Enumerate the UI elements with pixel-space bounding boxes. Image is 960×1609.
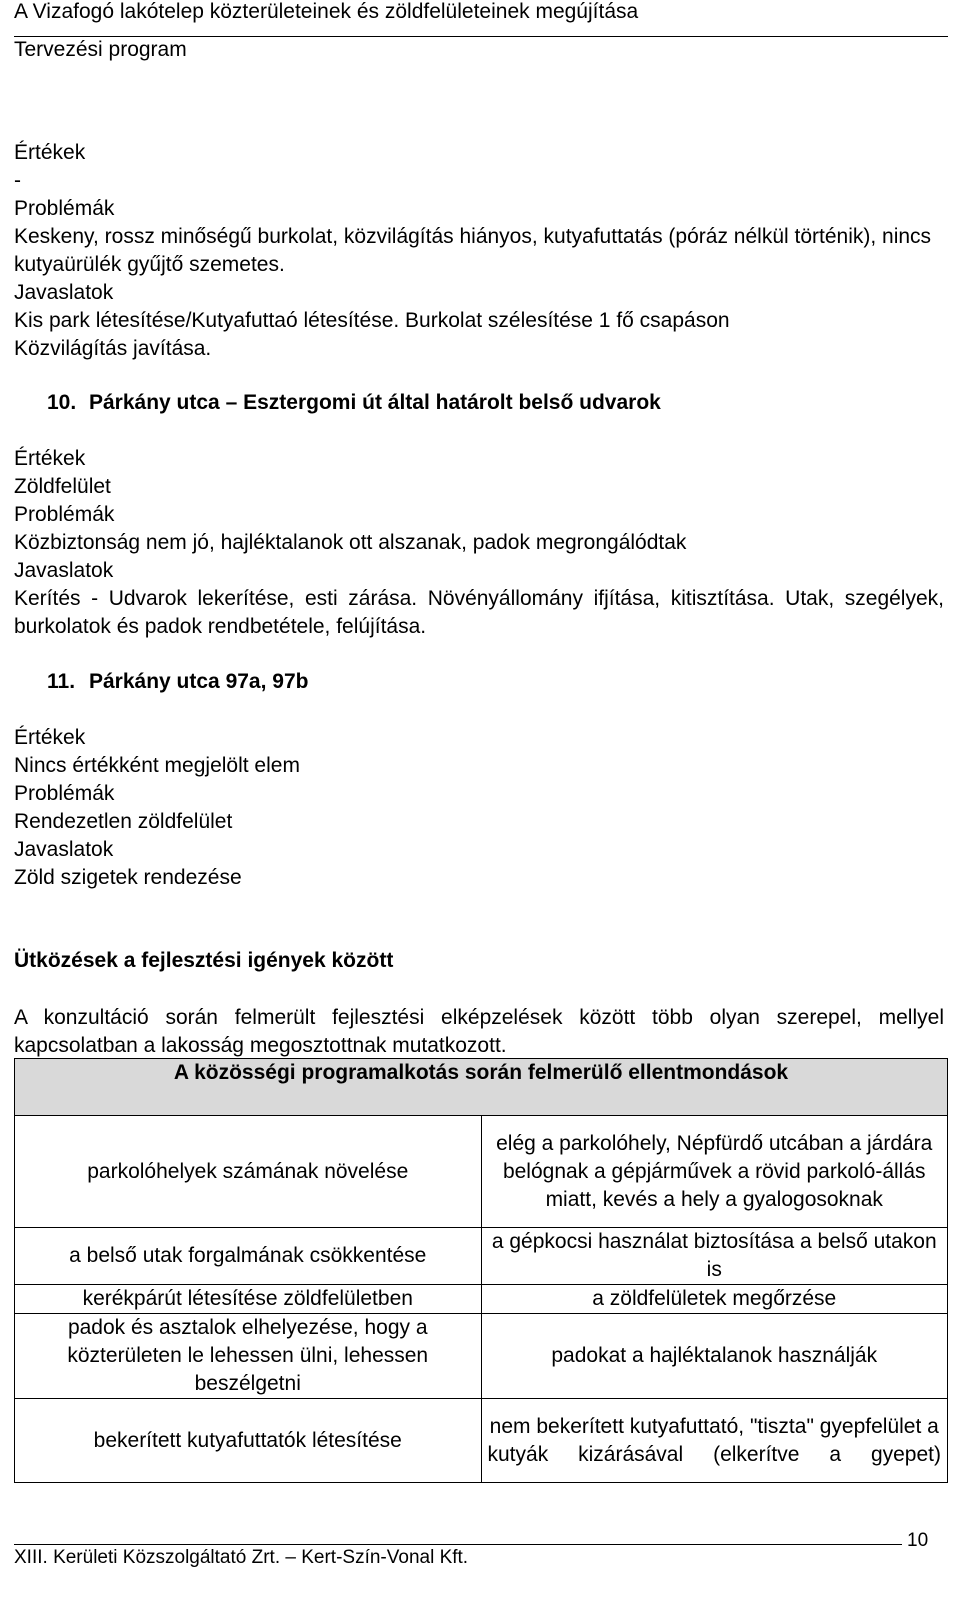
proposals-label: Javaslatok [14,838,114,861]
table-cell-right: elég a parkolóhely, Népfürdő utcában a járdára belógnak a gépjárművek a rövid parkoló-állás miatt, kevés a hely a gyalogosoknak [481,1116,948,1228]
values-label: Értékek [14,726,86,749]
table-row [15,1314,948,1399]
values-text: Zöldfelület [14,475,111,498]
values-text: Nincs értékként megjelölt elem [14,754,300,777]
proposals-text: Kerítés - Udvarok lekerítése, esti zárása. Növényállomány ifjítása, kitisztítása. Utak, szegélyek, burkolatok és padok rendbetétele, felújítása. [14,587,944,638]
values-label: Értékek [14,447,86,470]
table-cell-left: a belső utak forgalmának csökkentése [15,1228,482,1285]
problems-text: Keskeny, rossz minőségű burkolat, közvilágítás hiányos, kutyafuttatás (póráz nélkül történik), nincs kutyaürülék gyűjtő szemetes. [14,225,932,276]
table-row [15,1228,948,1285]
conflicts-heading: Ütközések a fejlesztési igények között [14,949,394,972]
section-title: Párkány utca 97a, 97b [89,670,309,693]
section-title: Párkány utca – Esztergomi út által határolt belső udvarok [89,391,661,414]
proposals-text-2: Közvilágítás javítása. [14,337,212,360]
proposals-text: Kis park létesítése/Kutyafuttaó létesítése. Burkolat szélesítése 1 fő csapáson [14,309,730,332]
values-text: - [14,169,21,192]
section-previous [14,139,944,363]
table-cell-left: padok és asztalok elhelyezése, hogy a közterületen le lehessen ülni, lehessen beszélgetni [15,1314,482,1399]
section-number: 11. [47,670,76,693]
problems-label: Problémák [14,782,115,805]
page-header [14,0,948,62]
table-cell-left: kerékpárút létesítése zöldfelületben [15,1285,482,1314]
footer-text: XIII. Kerületi Közszolgáltató Zrt. – Kert-Szín-Vonal Kft. [14,1547,469,1568]
table-cell-right: nem bekerített kutyafuttató, "tiszta" gyepfelület a kutyák kizárásával (elkerítve a gyepet) [481,1399,948,1483]
table-row [15,1285,948,1314]
page-footer [14,1530,948,1568]
document-title: A Vizafogó lakótelep közterületeinek és zöldfelületeinek megújítása [14,0,639,23]
header-rule [14,36,948,37]
values-label: Értékek [14,141,86,164]
conflicts-table [14,1058,948,1483]
table-cell-right: padokat a hajléktalanok használják [481,1314,948,1399]
problems-text: Közbiztonság nem jó, hajléktalanok ott alszanak, padok megrongálódtak [14,531,687,554]
section-11-heading [47,668,308,696]
section-10-heading [47,389,661,417]
problems-label: Problémák [14,503,115,526]
proposals-label: Javaslatok [14,559,114,582]
section-number: 10. [47,391,77,414]
conflicts-intro: A konzultáció során felmerült fejlesztési elképzelések között több olyan szerepel, mellyel kapcsolatban a lakosság megosztottnak mutatkozott. [14,1006,944,1057]
section-10 [14,445,944,641]
table-title: A közösségi programalkotás során felmerülő ellentmondások [15,1059,948,1116]
table-cell-left: parkolóhelyek számának növelése [15,1116,482,1228]
document-subtitle: Tervezési program [14,38,187,61]
table-row [15,1399,948,1483]
section-11 [14,724,944,892]
proposals-text: Zöld szigetek rendezése [14,866,242,889]
page-number: 10 [907,1530,929,1551]
proposals-label: Javaslatok [14,281,114,304]
problems-text: Rendezetlen zöldfelület [14,810,233,833]
footer-rule [14,1544,902,1545]
table-cell-left: bekerített kutyafuttatók létesítése [15,1399,482,1483]
table-cell-right: a gépkocsi használat biztosítása a belső utakon is [481,1228,948,1285]
problems-label: Problémák [14,197,115,220]
table-cell-right: a zöldfelületek megőrzése [481,1285,948,1314]
table-row [15,1116,948,1228]
